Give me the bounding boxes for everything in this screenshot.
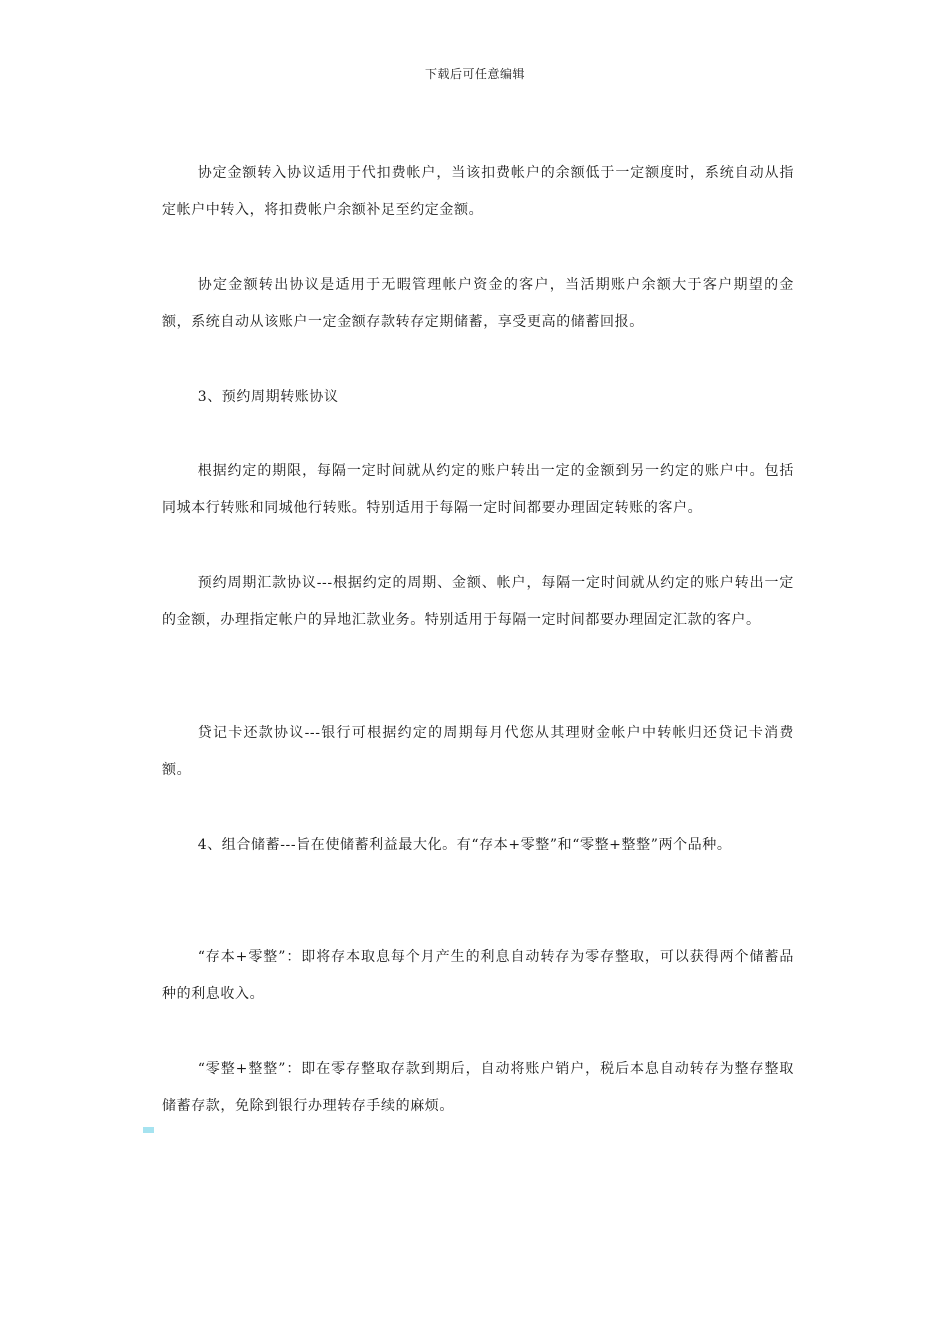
page-header: 下载后可任意编辑: [424, 67, 525, 81]
paragraph-credit-card-repayment: 贷记卡还款协议---银行可根据约定的周期每月代您从其理财金帐户中转帐归还贷记卡消费额。: [162, 725, 794, 778]
margin-marker: [143, 1127, 154, 1133]
paragraph-agreed-amount-transfer-in: 协定金额转入协议适用于代扣费帐户，当该扣费帐户的余额低于一定额度时，系统自动从指定帐户中转入，将扣费帐户余额补足至约定金额。: [162, 165, 794, 218]
section-heading-combined-savings: 4、组合储蓄---旨在使储蓄利益最大化。有“存本+零整”和“零整+整整”两个品种。: [197, 837, 732, 853]
paragraph-agreed-amount-transfer-out: 协定金额转出协议是适用于无暇管理帐户资金的客户，当活期账户余额大于客户期望的金额，系统自动从该账户一定金额存款转存定期储蓄，享受更高的储蓄回报。: [162, 277, 794, 330]
paragraph-scheduled-remittance: 预约周期汇款协议---根据约定的周期、金额、帐户，每隔一定时间就从约定的账户转出一定的金额，办理指定帐户的异地汇款业务。特别适用于每隔一定时间都要办理固定汇款的客户。: [162, 575, 794, 628]
section-heading-scheduled-transfer: 3、预约周期转账协议: [197, 389, 339, 405]
paragraph-principal-plus-installment: “存本+零整”：即将存本取息每个月产生的利息自动转存为零存整取，可以获得两个储蓄品种的利息收入。: [162, 949, 794, 1002]
paragraph-installment-plus-lump-sum: “零整+整整”：即在零存整取存款到期后，自动将账户销户，税后本息自动转存为整存整取储蓄存款，免除到银行办理转存手续的麻烦。: [162, 1061, 794, 1114]
paragraph-scheduled-transfer: 根据约定的期限，每隔一定时间就从约定的账户转出一定的金额到另一约定的账户中。包括同城本行转账和同城他行转账。特别适用于每隔一定时间都要办理固定转账的客户。: [162, 463, 794, 516]
